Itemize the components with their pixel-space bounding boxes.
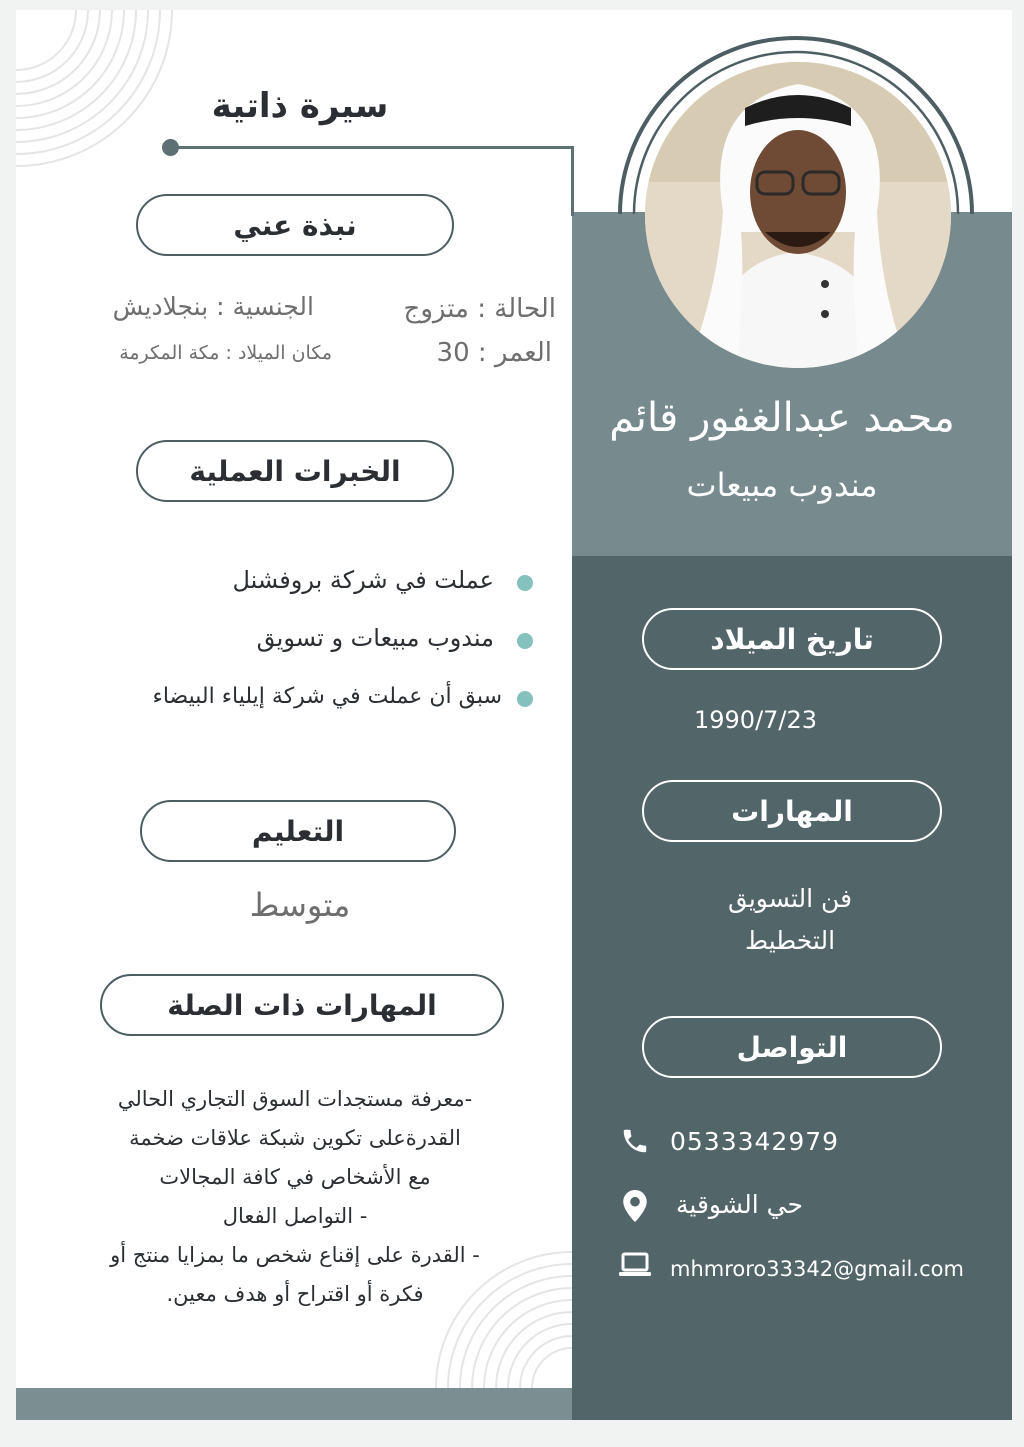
experience-item: مندوب مبيعات و تسويق (256, 624, 494, 652)
age: العمر : 30 (436, 338, 552, 368)
education-heading-label: التعليم (251, 814, 345, 848)
decorative-arcs-top-left (16, 10, 186, 180)
resume-title: سيرة ذاتية (211, 86, 389, 126)
sidebar-details-panel (572, 556, 1012, 1420)
title-connector-line (571, 146, 574, 216)
experience-item: عملت في شركة بروفشنل (232, 566, 494, 594)
marital-status: الحالة : متزوج (403, 294, 556, 324)
related-skills-heading-label: المهارات ذات الصلة (167, 988, 437, 1022)
birthplace: مكان الميلاد : مكة المكرمة (119, 342, 332, 364)
related-skills-text (60, 1080, 530, 1314)
phone-number[interactable]: 0533342979 (670, 1127, 840, 1156)
skill-item: فن التسويق (727, 884, 853, 913)
location-pin-icon (622, 1190, 648, 1222)
related-skill-line: فكرة أو اقتراح أو هدف معين. (166, 1282, 424, 1306)
birthdate-heading (642, 608, 942, 670)
phone-icon (620, 1126, 650, 1156)
contact-heading (642, 1016, 942, 1078)
experience-bullet (517, 575, 533, 591)
experience-heading-label: الخبرات العملية (189, 454, 401, 488)
contact-heading-label: التواصل (736, 1030, 848, 1064)
experience-item: سبق أن عملت في شركة إيلياء البيضاء (152, 684, 502, 709)
related-skill-line: مع الأشخاص في كافة المجالات (159, 1165, 431, 1189)
skills-heading-label: المهارات (731, 794, 853, 828)
experience-bullet (517, 691, 533, 707)
profile-photo (645, 62, 951, 368)
education-heading (140, 800, 456, 862)
birthdate-value: 1990/7/23 (694, 706, 818, 734)
nationality: الجنسية : بنجلاديش (112, 292, 314, 321)
person-name: محمد عبدالغفور قائم (609, 395, 955, 441)
location-text: حي الشوقية (676, 1190, 803, 1219)
laptop-icon (618, 1252, 652, 1278)
related-skill-line: -معرفة مستجدات السوق التجاري الحالي (117, 1087, 473, 1111)
job-title: مندوب مبيعات (686, 466, 878, 504)
skill-item: التخطيط (744, 926, 836, 955)
about-heading (136, 194, 454, 256)
skills-heading (642, 780, 942, 842)
title-underline (170, 146, 574, 149)
related-skill-line: - القدرة على إقناع شخص ما بمزايا منتج أو (110, 1243, 480, 1267)
experience-heading (136, 440, 454, 502)
related-skill-line: القدرةعلى تكوين شبكة علاقات ضخمة (129, 1126, 461, 1150)
email-address[interactable]: mhmroro33342@gmail.com (670, 1257, 964, 1281)
related-skill-line: - التواصل الفعال (222, 1204, 368, 1228)
birthdate-heading-label: تاريخ الميلاد (710, 622, 874, 656)
education-level: متوسط (249, 886, 351, 924)
experience-bullet (517, 633, 533, 649)
about-heading-label: نبذة عني (233, 208, 357, 242)
bottom-accent-bar (16, 1388, 572, 1420)
related-skills-heading (100, 974, 504, 1036)
